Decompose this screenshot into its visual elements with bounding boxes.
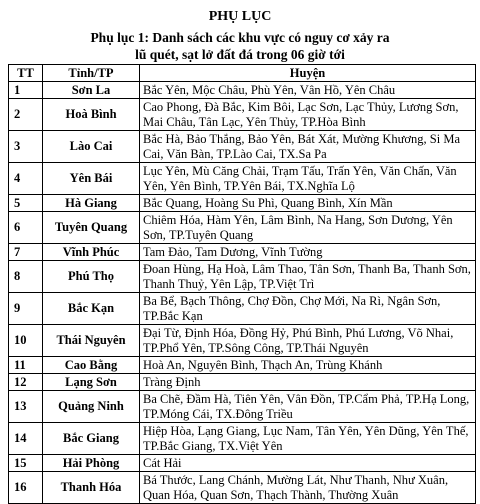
districts-cell: Bắc Hà, Bảo Thắng, Bảo Yên, Bát Xát, Mường Khương, Si Ma Cai, Văn Bàn, TP.Lào Cai, TX.Sa Pa xyxy=(140,131,476,163)
row-number: 6 xyxy=(9,212,43,244)
row-number: 3 xyxy=(9,131,43,163)
table-row xyxy=(9,131,476,163)
row-number: 13 xyxy=(9,391,43,423)
appendix-subtitle-line1: Phụ lục 1: Danh sách các khu vực có nguy cơ xảy ra xyxy=(90,30,390,45)
province-cell: Vĩnh Phúc xyxy=(43,244,140,261)
row-number: 14 xyxy=(9,423,43,455)
row-number: 8 xyxy=(9,261,43,293)
province-cell: Thái Nguyên xyxy=(43,325,140,357)
table-row xyxy=(9,423,476,455)
province-cell: Bắc Giang xyxy=(43,423,140,455)
row-number: 9 xyxy=(9,293,43,325)
districts-cell: Cát Hải xyxy=(140,455,476,472)
province-cell: Hà Giang xyxy=(43,195,140,212)
column-header-districts: Huyện xyxy=(140,65,476,82)
table-row xyxy=(9,261,476,293)
province-cell: Yên Bái xyxy=(43,163,140,195)
districts-cell: Cao Phong, Đà Bắc, Kim Bôi, Lạc Sơn, Lạc Thủy, Lương Sơn, Mai Châu, Tân Lạc, Yên Thủy, TP.Hòa Bình xyxy=(140,99,476,131)
province-cell: Thanh Hóa xyxy=(43,472,140,504)
table-row xyxy=(9,391,476,423)
table-row xyxy=(9,82,476,99)
row-number: 5 xyxy=(9,195,43,212)
risk-area-table xyxy=(8,64,476,504)
table-row xyxy=(9,244,476,261)
province-cell: Hải Phòng xyxy=(43,455,140,472)
row-number: 7 xyxy=(9,244,43,261)
province-cell: Hoà Bình xyxy=(43,99,140,131)
districts-cell: Hoà An, Nguyên Bình, Thạch An, Trùng Khánh xyxy=(140,357,476,374)
table-row xyxy=(9,357,476,374)
province-cell: Tuyên Quang xyxy=(43,212,140,244)
districts-cell: Ba Chẽ, Đầm Hà, Tiên Yên, Vân Đồn, TP.Cẩm Phả, TP.Hạ Long, TP.Móng Cái, TX.Đông Triều xyxy=(140,391,476,423)
province-cell: Cao Bằng xyxy=(43,357,140,374)
table-row xyxy=(9,293,476,325)
districts-cell: Tràng Định xyxy=(140,374,476,391)
districts-cell: Hiệp Hòa, Lạng Giang, Lục Nam, Tân Yên, Yên Dũng, Yên Thế, TP.Bắc Giang, TX.Việt Yên xyxy=(140,423,476,455)
districts-cell: Đoan Hùng, Hạ Hoà, Lâm Thao, Tân Sơn, Thanh Ba, Thanh Sơn, Thanh Thuỷ, Yên Lập, TP.Việt Trì xyxy=(140,261,476,293)
districts-cell: Đại Từ, Định Hóa, Đồng Hỷ, Phú Bình, Phú Lương, Võ Nhai, TP.Phổ Yên, TP.Sông Công, TP.Thái Nguyên xyxy=(140,325,476,357)
column-header-province: Tỉnh/TP xyxy=(43,65,140,82)
table-row xyxy=(9,472,476,504)
table-row xyxy=(9,374,476,391)
row-number: 4 xyxy=(9,163,43,195)
table-row xyxy=(9,99,476,131)
province-cell: Bắc Kạn xyxy=(43,293,140,325)
row-number: 11 xyxy=(9,357,43,374)
table-row xyxy=(9,212,476,244)
row-number: 16 xyxy=(9,472,43,504)
page-title: PHỤ LỤC xyxy=(208,9,272,24)
table-row xyxy=(9,163,476,195)
province-cell: Sơn La xyxy=(43,82,140,99)
districts-cell: Chiêm Hóa, Hàm Yên, Lâm Bình, Na Hang, Sơn Dương, Yên Sơn, TP.Tuyên Quang xyxy=(140,212,476,244)
row-number: 1 xyxy=(9,82,43,99)
table-row xyxy=(9,325,476,357)
districts-cell: Ba Bể, Bạch Thông, Chợ Đồn, Chợ Mới, Na Rì, Ngân Sơn, TP.Bắc Kạn xyxy=(140,293,476,325)
districts-cell: Bá Thước, Lang Chánh, Mường Lát, Như Thanh, Như Xuân, Quan Hóa, Quan Sơn, Thạch Thành, Thường Xuân xyxy=(140,472,476,504)
province-cell: Lạng Sơn xyxy=(43,374,140,391)
districts-cell: Lục Yên, Mù Căng Chải, Trạm Tấu, Trấn Yên, Văn Chấn, Văn Yên, Yên Bình, TP.Yên Bái, TX.Nghĩa Lộ xyxy=(140,163,476,195)
province-cell: Phú Thọ xyxy=(43,261,140,293)
row-number: 2 xyxy=(9,99,43,131)
table-row xyxy=(9,455,476,472)
appendix-subtitle-line2: lũ quét, sạt lở đất đá trong 06 giờ tới xyxy=(135,47,345,62)
province-cell: Quảng Ninh xyxy=(43,391,140,423)
table-row xyxy=(9,195,476,212)
row-number: 10 xyxy=(9,325,43,357)
row-number: 12 xyxy=(9,374,43,391)
districts-cell: Bắc Quang, Hoàng Su Phì, Quang Bình, Xín Mần xyxy=(140,195,476,212)
districts-cell: Tam Đảo, Tam Dương, Vĩnh Tường xyxy=(140,244,476,261)
column-header-tt: TT xyxy=(9,65,43,82)
districts-cell: Bắc Yên, Mộc Châu, Phù Yên, Vân Hồ, Yên Châu xyxy=(140,82,476,99)
table-header-row xyxy=(9,65,476,82)
row-number: 15 xyxy=(9,455,43,472)
province-cell: Lào Cai xyxy=(43,131,140,163)
